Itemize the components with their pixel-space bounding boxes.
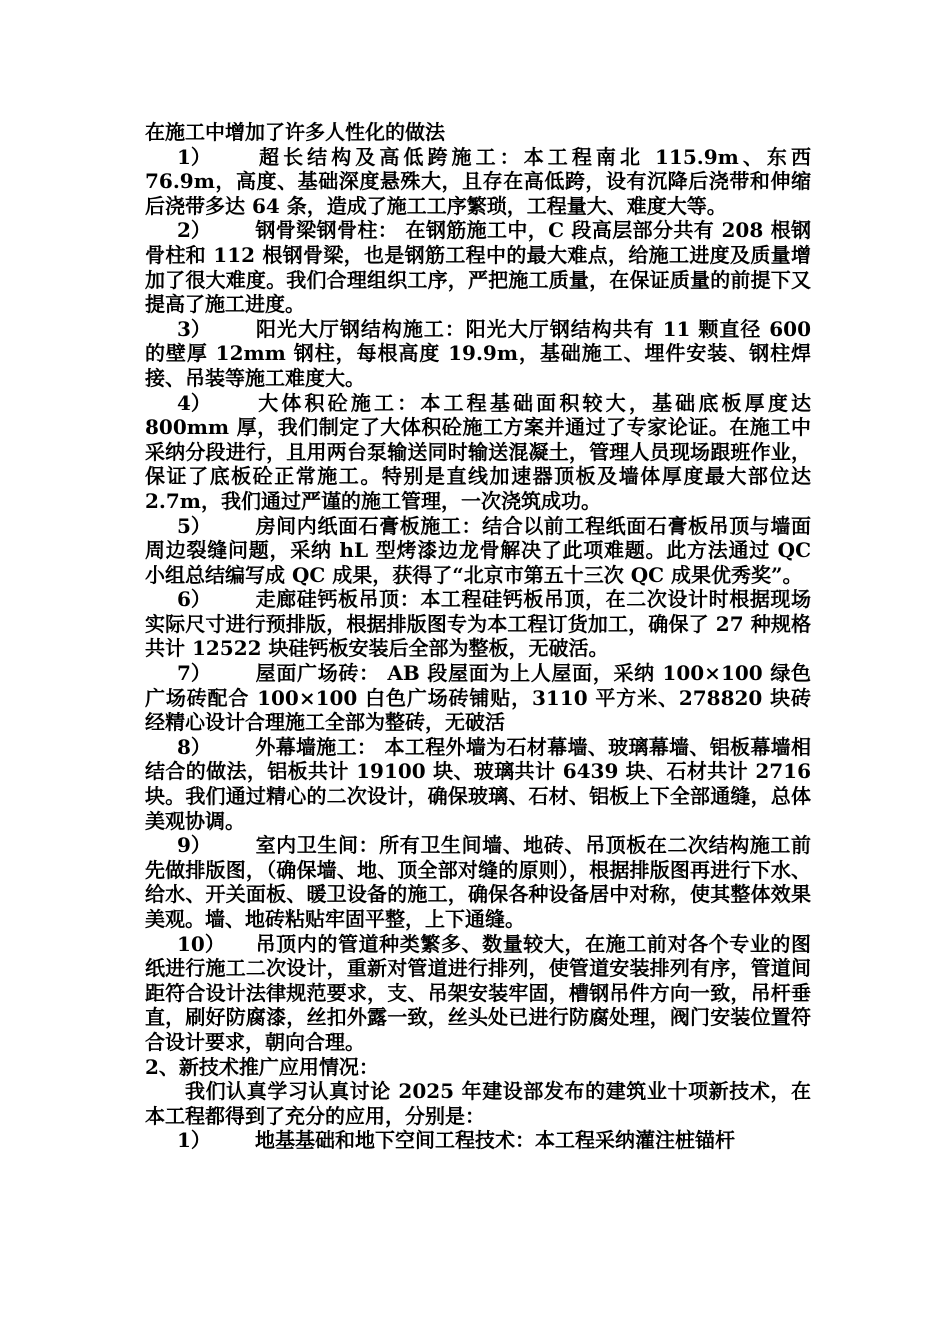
list-item: [145, 1128, 811, 1153]
item-number: 3）: [177, 316, 211, 341]
item-text: 地基基础和地下空间工程技术：本工程采纳灌注桩锚杆: [255, 1128, 735, 1153]
list-item: [145, 391, 811, 514]
item-text: 走廊硅钙板吊顶：本工程硅钙板吊顶，在二次设计时根据现场实际尺寸进行预排版，根据排版图专为本工程订货加工，确保了 27 种规格共计 12522 块硅钙板安装后全部为整板，无破活。: [145, 587, 811, 661]
item-text: 阳光大厅钢结构施工：阳光大厅钢结构共有 11 颗直径 600 的壁厚 12mm 钢柱，每根高度 19.9m，基础施工、埋件安装、钢柱焊接、吊装等施工难度大。: [145, 316, 811, 390]
item-number: 6）: [177, 587, 211, 612]
list-item: [145, 317, 811, 391]
item-number: 1）: [177, 144, 211, 169]
item-text: 外幕墙施工： 本工程外墙为石材幕墙、玻璃幕墙、铝板幕墙相结合的做法，铝板共计 19100 块、玻璃共计 6439 块、石材共计 2716 块。我们通过精心的二次设计，确保玻璃、石材、铝板上下全部通缝，总体美观协调。: [145, 734, 811, 833]
item-text: 钢骨梁钢骨柱： 在钢筋施工中，C 段高层部分共有 208 根钢骨柱和 112 根钢骨梁，也是钢筋工程中的最大难点，给施工进度及质量增加了很大难度。我们合理组织工序，严把施工质量，在保证质量的前提下又提高了施工进度。: [145, 218, 811, 317]
item-number: 8）: [177, 734, 211, 759]
item-text: 超长结构及高低跨施工：本工程南北 115.9m、东西 76.9m，高度、基础深度悬殊大，且存在高低跨，设有沉降后浇带和伸缩后浇带多达 64 条，造成了施工工序繁琐，工程量大、难度大等。: [145, 144, 811, 218]
list-item: [145, 218, 811, 316]
item-text: 吊顶内的管道种类繁多、数量较大，在施工前对各个专业的图纸进行施工二次设计，重新对管道进行排列，使管道安装排列有序，管道间距符合设计法律规范要求，支、吊架安装牢固，槽钢吊件方向一致，吊杆垂直，刷好防腐漆，丝扣外露一致，丝头处已进行防腐处理，阀门安装位置符合设计要求，朝向合理。: [145, 931, 811, 1054]
list-item: [145, 145, 811, 219]
list-item: [145, 833, 811, 931]
item-text: 屋面广场砖： AB 段屋面为上人屋面，采纳 100×100 绿色广场砖配合 100×100 白色广场砖铺贴，3110 平方米、278820 块砖经精心设计合理施工全部为整砖，无破活: [145, 661, 811, 735]
item-text: 房间内纸面石膏板施工：结合以前工程纸面石膏板吊顶与墙面周边裂缝问题，采纳 hL 型烤漆边龙骨解决了此项难题。此方法通过 QC 小组总结编写成 QC 成果，获得了“北京市第五十三次 QC 成果优秀奖”。: [145, 513, 811, 587]
item-number: 1）: [177, 1128, 211, 1153]
section-intro: 我们认真学习认真讨论 2025 年建设部发布的建筑业十项新技术，在本工程都得到了充分的应用，分别是：: [145, 1079, 811, 1128]
item-number: 7）: [177, 661, 211, 686]
list-item: [145, 932, 811, 1055]
item-number: 9）: [177, 833, 211, 858]
list-item: [145, 514, 811, 588]
section-heading: 2、新技术推广应用情况：: [145, 1054, 379, 1079]
document-body: [145, 120, 811, 1153]
item-text: 室内卫生间：所有卫生间墙、地砖、吊顶板在二次结构施工前先做排版图，（确保墙、地、顶全部对缝的原则），根据排版图再进行下水、给水、开关面板、暖卫设备的施工，确保各种设备居中对称，使其整体效果美观。墙、地砖粘贴牢固平整，上下通缝。: [145, 833, 811, 931]
list-item: [145, 661, 811, 735]
item-number: 4）: [177, 390, 211, 415]
item-number: 5）: [177, 513, 211, 538]
item-text: 大体积砼施工：本工程基础面积较大，基础底板厚度达 800mm 厚，我们制定了大体积砼施工方案并通过了专家论证。在施工中采纳分段进行，且用两台泵输送同时输送混凝土，管理人员现场跟班作业，保证了底板砼正常施工。特别是直线加速器顶板及墙体厚度最大部位达 2.7m，我们通过严谨的施工管理，一次浇筑成功。: [145, 390, 811, 513]
intro-line: 在施工中增加了许多人性化的做法: [145, 120, 445, 144]
list-item: [145, 735, 811, 833]
item-number: 2）: [177, 218, 211, 243]
list-item: [145, 587, 811, 661]
item-number: 10）: [177, 931, 225, 956]
